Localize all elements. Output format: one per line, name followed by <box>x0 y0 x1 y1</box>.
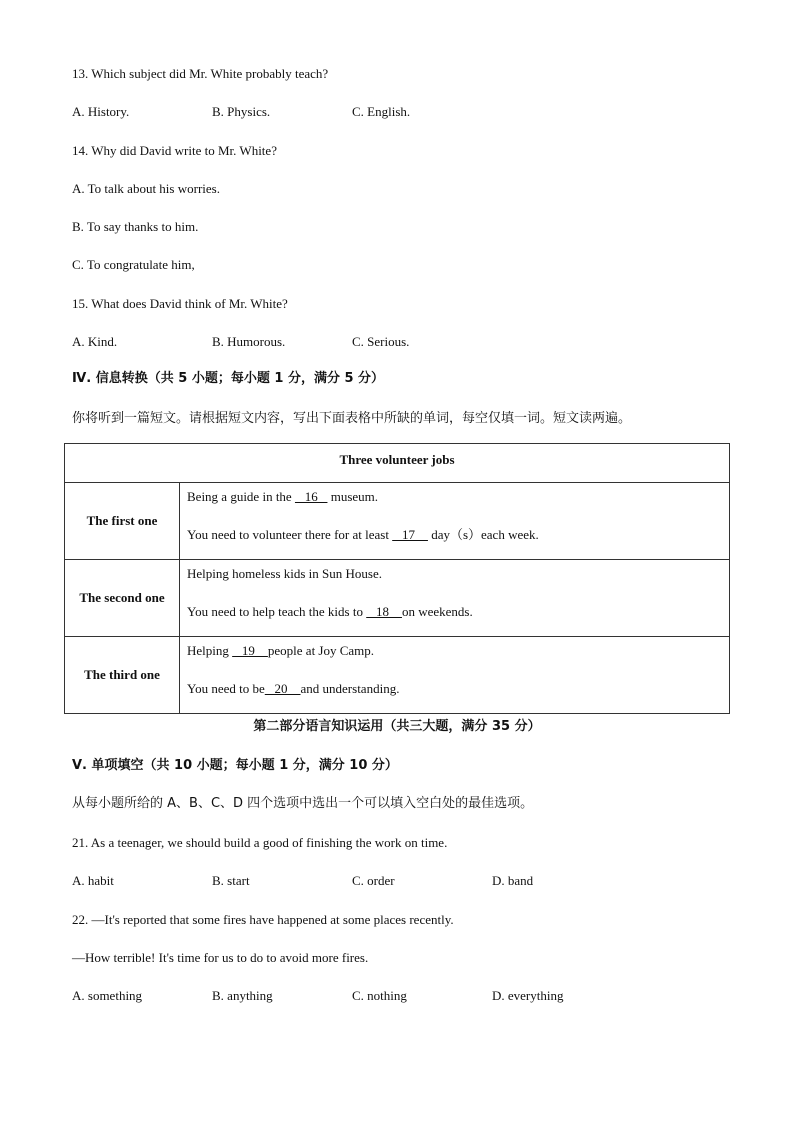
option-14c: C. To congratulate him, <box>72 257 195 272</box>
row-text: museum. <box>327 489 379 504</box>
row-text: Helping <box>187 643 233 658</box>
blank-17: 17 <box>392 527 428 542</box>
option-14b: B. To say thanks to him. <box>72 219 199 234</box>
row-text: on weekends. <box>401 604 473 619</box>
table-row <box>65 637 730 714</box>
option-15b: B. Humorous. <box>212 334 286 349</box>
row-label: The first one <box>65 483 180 560</box>
blank-19: 19 <box>232 643 268 658</box>
row-text: and understanding. <box>300 681 400 696</box>
question-14: 14. Why did David write to Mr. White? <box>72 143 277 158</box>
blank-16: 16 <box>294 489 328 504</box>
row-text: day（s）each week. <box>427 527 539 542</box>
section-5-heading: Ⅴ. 单项填空（共 10 小题；每小题 1 分，满分 10 分） <box>72 758 398 773</box>
table-title-cell <box>65 444 730 483</box>
part-2-heading: 第二部分语言知识运用（共三大题，满分 35 分） <box>253 719 541 734</box>
option-21c: C. order <box>352 873 395 888</box>
question-13: 13. Which subject did Mr. White probably teach? <box>72 66 329 81</box>
option-22a: A. something <box>72 988 143 1003</box>
option-13a: A. History. <box>72 104 130 119</box>
option-22c: C. nothing <box>352 988 407 1003</box>
section-4-heading: Ⅳ. 信息转换（共 5 小题；每小题 1 分，满分 5 分） <box>72 371 385 386</box>
row-text: You need to help teach the kids to <box>187 604 367 619</box>
option-22d: D. everything <box>492 988 564 1003</box>
question-22-response: —How terrible! It's time for us to do to avoid more fires. <box>72 950 369 965</box>
question-21: 21. As a teenager, we should build a good of finishing the work on time. <box>72 835 448 850</box>
row-label: The second one <box>65 560 180 637</box>
row-text: You need to volunteer there for at least <box>187 527 393 542</box>
row-text: Being a guide in the <box>187 489 295 504</box>
row-text: Helping homeless kids in Sun House. <box>187 566 382 581</box>
table-row <box>65 483 730 560</box>
volunteer-jobs-table <box>64 443 730 714</box>
section-5-instruction: 从每小题所给的 A、B、C、D 四个选项中选出一个可以填入空白处的最佳选项。 <box>72 796 534 811</box>
option-21d: D. band <box>492 873 534 888</box>
blank-20: 20 <box>264 681 301 696</box>
question-15: 15. What does David think of Mr. White? <box>72 296 288 311</box>
option-15c: C. Serious. <box>352 334 410 349</box>
row-text: You need to be <box>187 681 265 696</box>
table-row <box>65 560 730 637</box>
option-21b: B. start <box>212 873 250 888</box>
row-label: The third one <box>65 637 180 714</box>
row-content <box>180 483 730 560</box>
option-14a: A. To talk about his worries. <box>72 181 220 196</box>
option-13b: B. Physics. <box>212 104 271 119</box>
question-22: 22. —It's reported that some fires have happened at some places recently. <box>72 912 454 927</box>
row-content <box>180 637 730 714</box>
option-15a: A. Kind. <box>72 334 118 349</box>
section-4-instruction: 你将听到一篇短文。请根据短文内容，写出下面表格中所缺的单词，每空仅填一词。短文读两遍。 <box>72 411 632 426</box>
row-content <box>180 560 730 637</box>
option-21a: A. habit <box>72 873 114 888</box>
option-22b: B. anything <box>212 988 273 1003</box>
blank-18: 18 <box>366 604 402 619</box>
row-text: people at Joy Camp. <box>267 643 375 658</box>
option-13c: C. English. <box>352 104 411 119</box>
table-title: Three volunteer jobs <box>339 452 455 467</box>
